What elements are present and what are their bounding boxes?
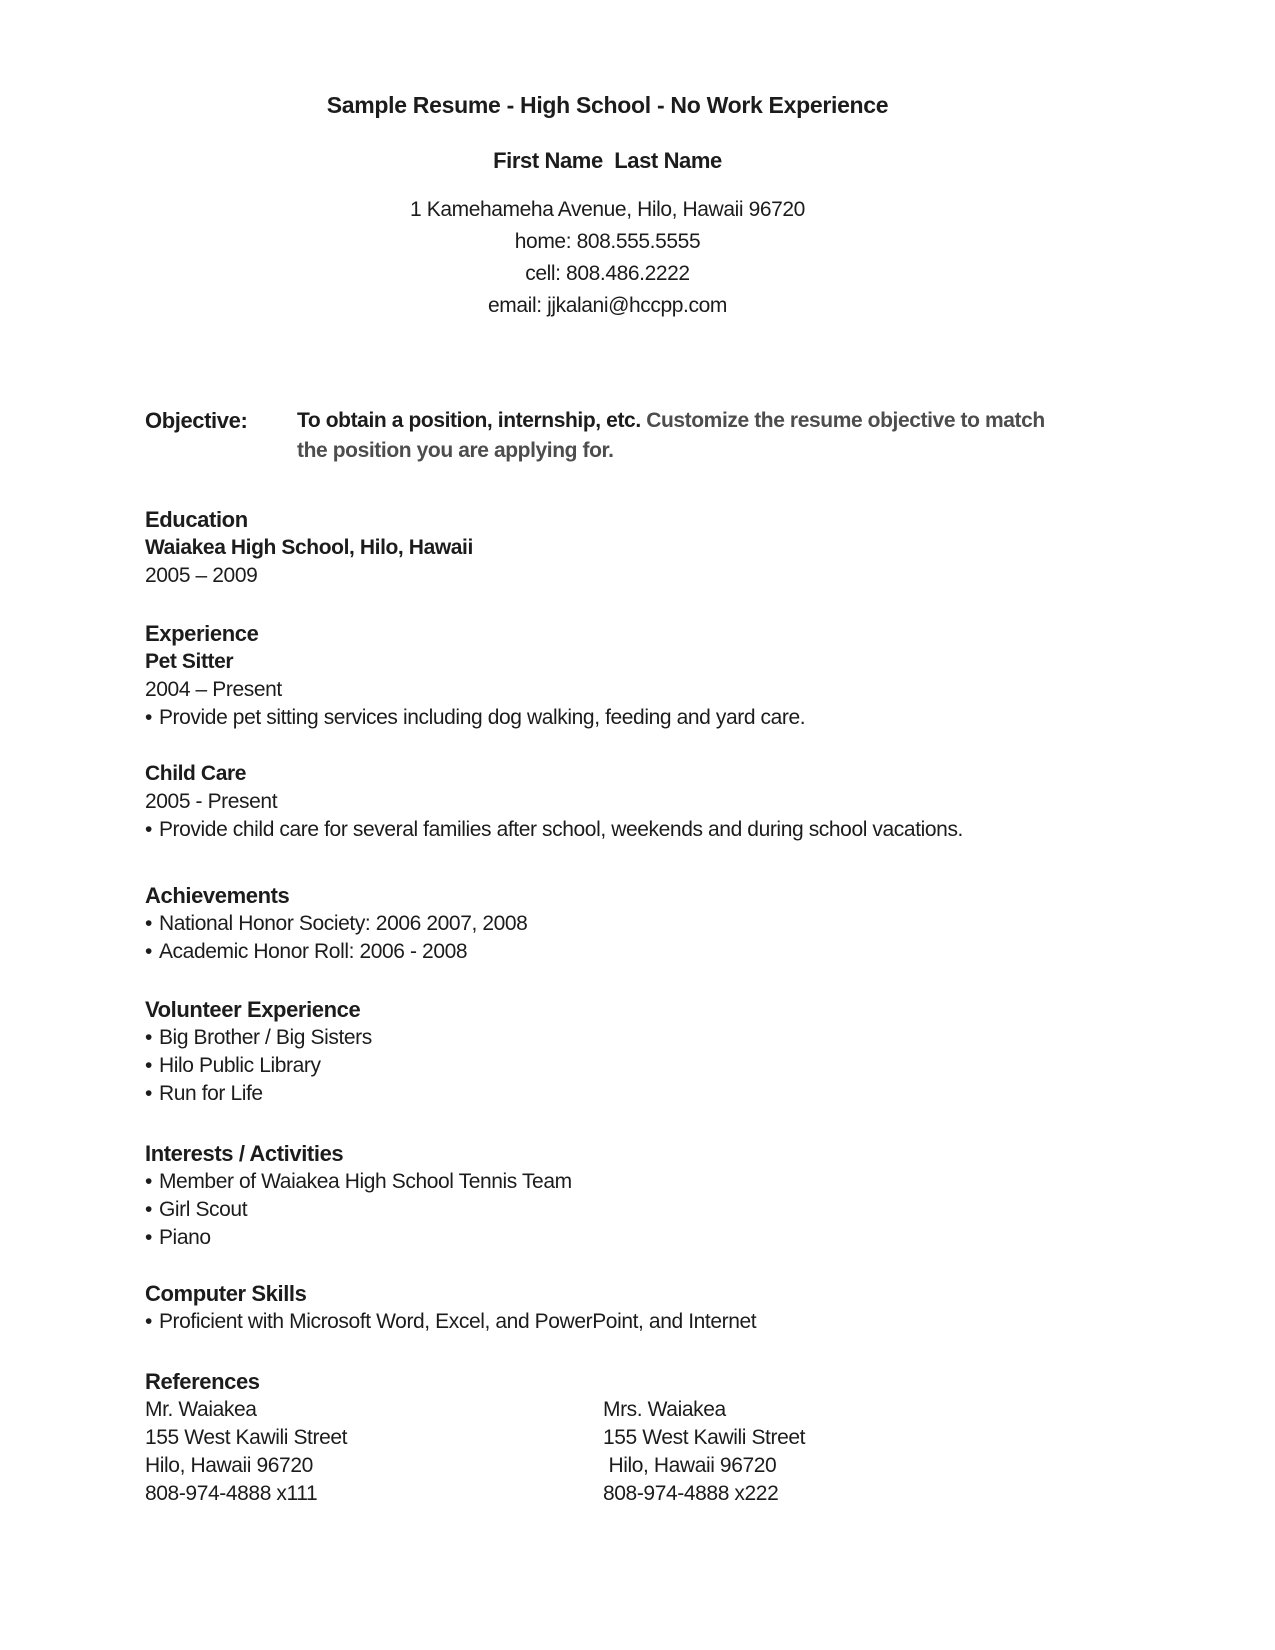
- reference-street: 155 West Kawili Street: [603, 1426, 806, 1449]
- list-item-text: Piano: [158, 1226, 211, 1249]
- bullet-glyph: •: [145, 1310, 152, 1333]
- reference-right: [603, 1396, 1070, 1508]
- list-item-text: Girl Scout: [158, 1198, 248, 1221]
- objective-label: Objective:: [145, 408, 248, 433]
- contact-cell-phone: cell: 808.486.2222: [525, 262, 690, 285]
- reference-name: Mrs. Waiakea: [603, 1398, 726, 1421]
- job-title: Pet Sitter: [145, 650, 234, 673]
- bullet-glyph: •: [145, 1170, 152, 1193]
- reference-name: Mr. Waiakea: [145, 1398, 257, 1421]
- education-section: [145, 506, 1070, 590]
- bullet-glyph: •: [145, 1226, 152, 1249]
- job-dates: 2004 – Present: [145, 678, 282, 701]
- job-bullet: [145, 816, 1070, 844]
- reference-city: Hilo, Hawaii 96720: [145, 1454, 313, 1477]
- job-bullet: [145, 704, 1070, 732]
- job-bullet-text: Provide pet sitting services including dog walking, feeding and yard care.: [158, 706, 806, 729]
- objective-text: [297, 406, 1070, 466]
- experience-section: [145, 620, 1070, 844]
- list-item: [145, 1052, 1070, 1080]
- list-item: [145, 1224, 1070, 1252]
- list-item: [145, 1196, 1070, 1224]
- reference-phone: 808-974-4888 x111: [145, 1482, 318, 1505]
- computer-skills-section: [145, 1280, 1070, 1336]
- achievements-heading: Achievements: [145, 883, 290, 908]
- job-dates: 2005 - Present: [145, 790, 278, 813]
- job-bullet-text: Provide child care for several families after school, weekends and during school vacations.: [158, 818, 963, 841]
- document-title: Sample Resume - High School - No Work Experience: [326, 92, 889, 118]
- bullet-glyph: •: [145, 940, 152, 963]
- list-item-text: Run for Life: [158, 1082, 263, 1105]
- bullet-glyph: •: [145, 706, 152, 729]
- list-item-text: Proficient with Microsoft Word, Excel, and PowerPoint, and Internet: [158, 1310, 757, 1333]
- interests-heading: Interests / Activities: [145, 1141, 344, 1166]
- references-columns: [145, 1396, 1070, 1508]
- computer-skills-heading: Computer Skills: [145, 1281, 307, 1306]
- reference-left: [145, 1396, 603, 1508]
- bullet-glyph: •: [145, 912, 152, 935]
- objective-text-black: To obtain a position, internship, etc.: [297, 409, 647, 432]
- bullet-glyph: •: [145, 1082, 152, 1105]
- bullet-glyph: •: [145, 1026, 152, 1049]
- volunteer-section: [145, 996, 1070, 1108]
- objective-text-gray: Customize the resume objective to match the position you are applying for.: [297, 409, 1045, 462]
- bullet-glyph: •: [145, 1198, 152, 1221]
- list-item: [145, 1080, 1070, 1108]
- bullet-glyph: •: [145, 818, 152, 841]
- person-name: First Name Last Name: [493, 148, 722, 173]
- list-item: [145, 910, 1070, 938]
- interests-section: [145, 1140, 1070, 1252]
- list-item-text: Academic Honor Roll: 2006 - 2008: [158, 940, 468, 963]
- reference-phone: 808-974-4888 x222: [603, 1482, 779, 1505]
- contact-home-phone: home: 808.555.5555: [514, 230, 701, 253]
- education-school: Waiakea High School, Hilo, Hawaii: [145, 536, 473, 559]
- list-item: [145, 938, 1070, 966]
- references-heading: References: [145, 1369, 260, 1394]
- experience-heading: Experience: [145, 621, 259, 646]
- list-item: [145, 1024, 1070, 1052]
- list-item-text: Hilo Public Library: [158, 1054, 321, 1077]
- objective-section: [145, 406, 1070, 466]
- list-item: [145, 1308, 1070, 1336]
- volunteer-heading: Volunteer Experience: [145, 997, 361, 1022]
- achievements-section: [145, 882, 1070, 966]
- contact-address: 1 Kamehameha Avenue, Hilo, Hawaii 96720: [410, 198, 805, 221]
- job-block: [145, 760, 1070, 844]
- list-item-text: National Honor Society: 2006 2007, 2008: [158, 912, 528, 935]
- job-title: Child Care: [145, 762, 247, 785]
- contact-email: email: jjkalani@hccpp.com: [488, 294, 727, 317]
- bullet-glyph: •: [145, 1054, 152, 1077]
- list-item: [145, 1168, 1070, 1196]
- reference-city: Hilo, Hawaii 96720: [603, 1454, 777, 1477]
- contact-block: [145, 194, 1070, 322]
- references-section: [145, 1368, 1070, 1508]
- education-heading: Education: [145, 507, 248, 532]
- list-item-text: Big Brother / Big Sisters: [158, 1026, 372, 1049]
- education-dates: 2005 – 2009: [145, 564, 258, 587]
- reference-street: 155 West Kawili Street: [145, 1426, 348, 1449]
- list-item-text: Member of Waiakea High School Tennis Team: [158, 1170, 572, 1193]
